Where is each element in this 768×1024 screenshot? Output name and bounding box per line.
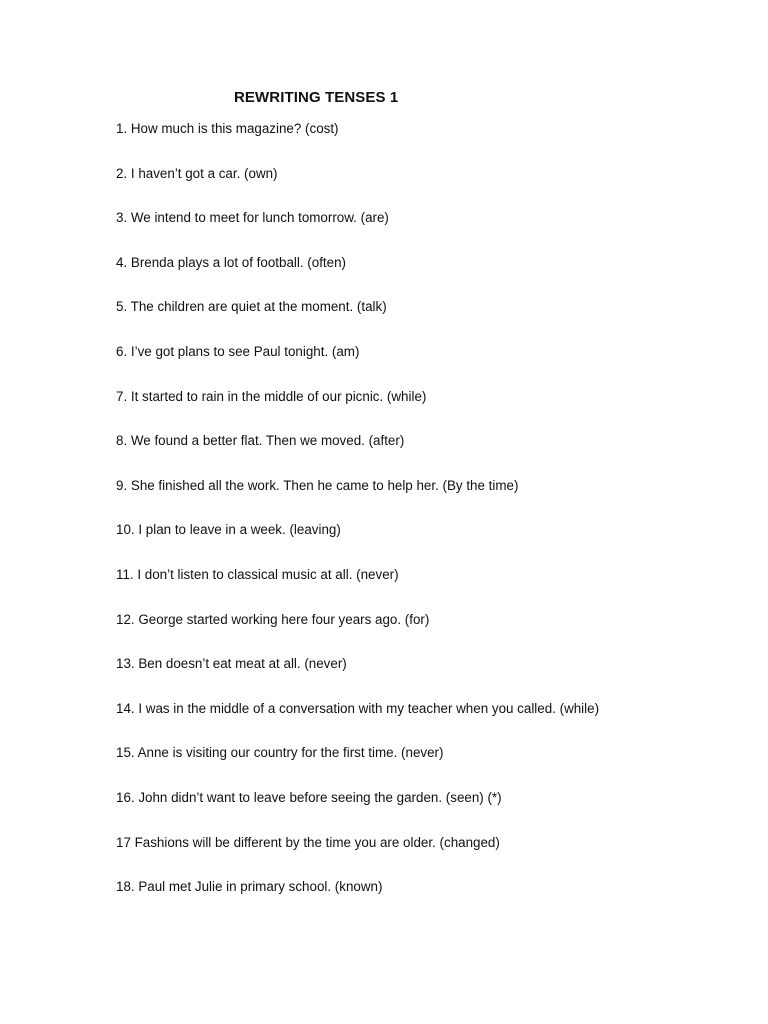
document-title: REWRITING TENSES 1 [234, 89, 399, 106]
exercise-item-6: 6. I’ve got plans to see Paul tonight. (am) [116, 343, 360, 359]
exercise-item-5: 5. The children are quiet at the moment. (talk) [116, 299, 387, 315]
exercise-item-1: 1. How much is this magazine? (cost) [116, 121, 339, 136]
exercise-item-7: 7. It started to rain in the middle of our picnic. (while) [116, 388, 427, 404]
exercise-item-11: 11. I don’t listen to classical music at all. (never) [116, 566, 399, 582]
exercise-item-12: 12. George started working here four years ago. (for) [116, 611, 430, 627]
exercise-item-2: 2. I haven’t got a car. (own) [116, 165, 278, 181]
exercise-item-18: 18. Paul met Julie in primary school. (known) [116, 879, 383, 895]
exercise-item-14: 14. I was in the middle of a conversation with my teacher when you called. (while) [116, 700, 600, 716]
exercise-item-17: 17 Fashions will be different by the time you are older. (changed) [116, 834, 500, 850]
exercise-item-8: 8. We found a better flat. Then we moved. (after) [116, 433, 405, 449]
exercise-item-16: 16. John didn’t want to leave before seeing the garden. (seen) (*) [116, 789, 502, 805]
exercise-item-3: 3. We intend to meet for lunch tomorrow. (are) [116, 210, 389, 226]
exercise-item-15: 15. Anne is visiting our country for the first time. (never) [116, 745, 444, 761]
exercise-item-4: 4. Brenda plays a lot of football. (often) [116, 254, 347, 270]
exercise-item-10: 10. I plan to leave in a week. (leaving) [116, 522, 341, 538]
exercise-item-13: 13. Ben doesn’t eat meat at all. (never) [116, 656, 347, 672]
exercise-item-9: 9. She finished all the work. Then he came to help her. (By the time) [116, 477, 519, 493]
exercise-list [116, 120, 599, 923]
